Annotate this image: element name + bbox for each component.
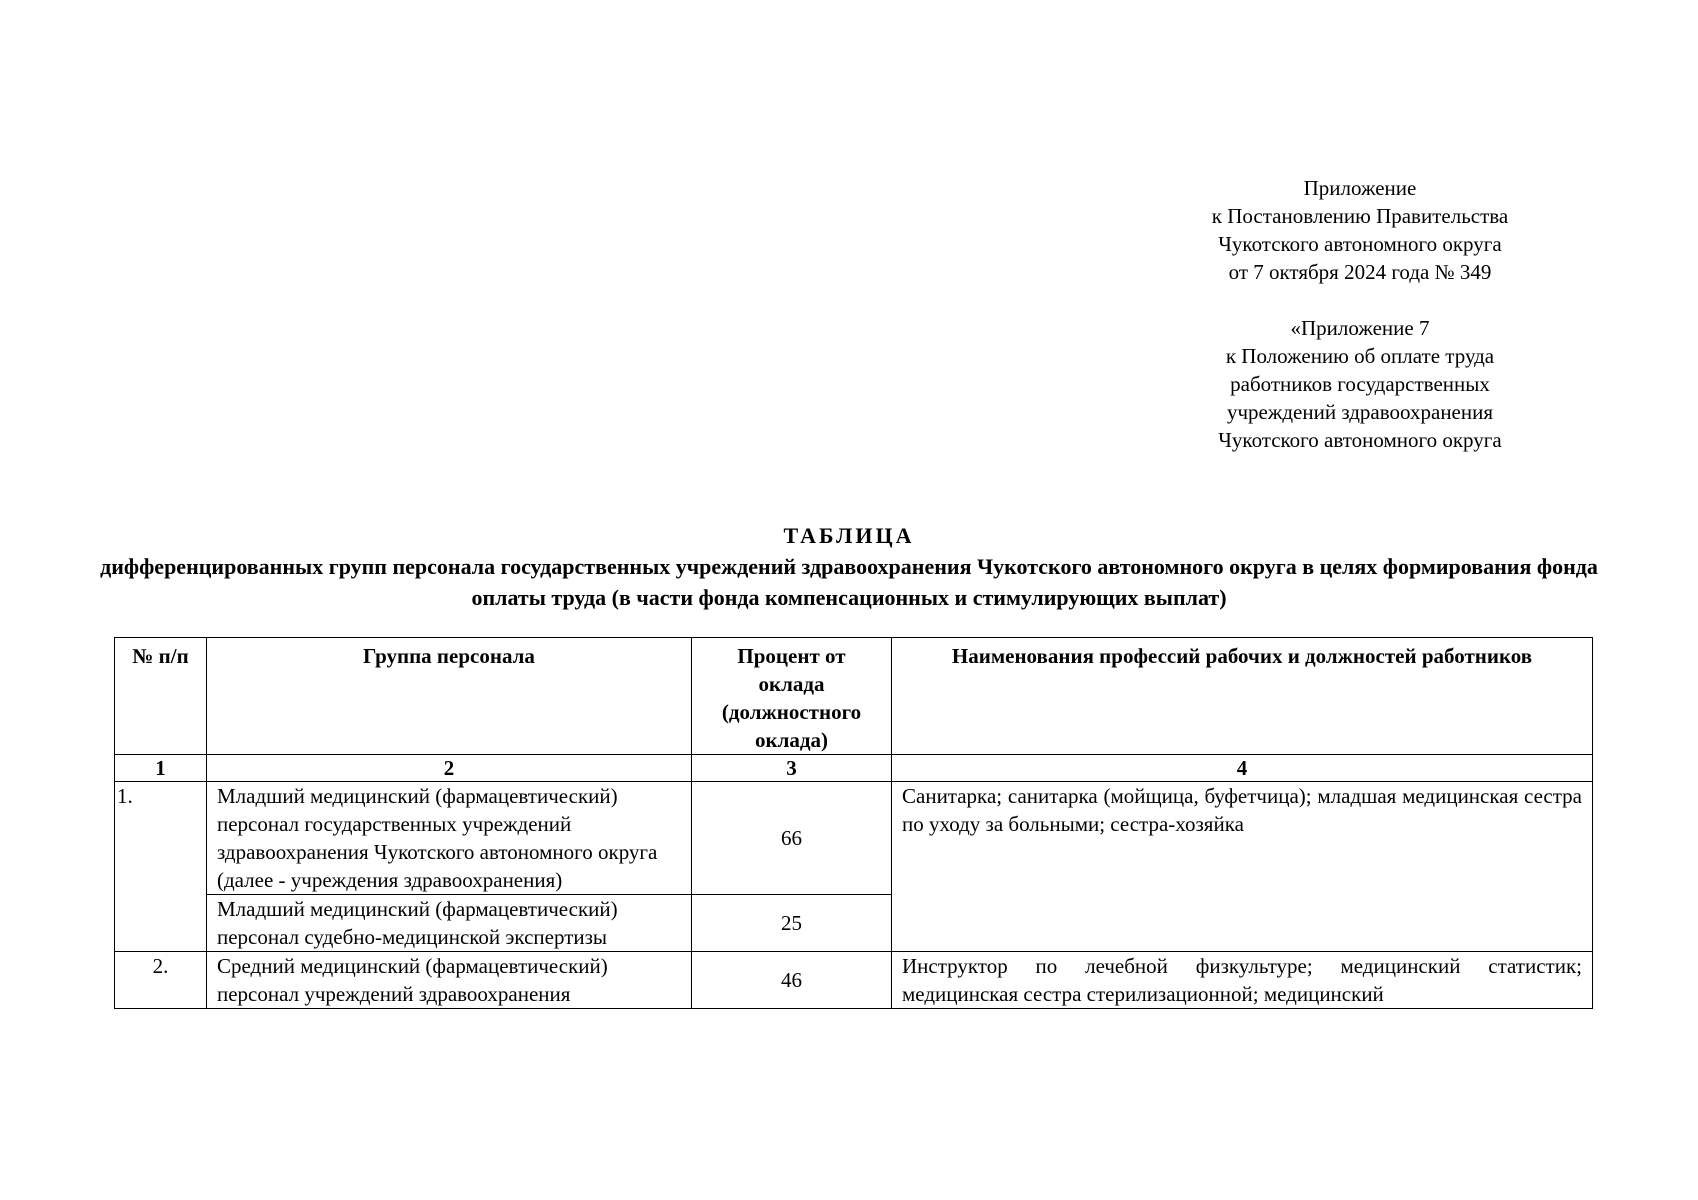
group-cell: Младший медицинский (фармацевтический) персонал судебно-медицинской экспертизы bbox=[207, 895, 692, 952]
appendix-spacer bbox=[1150, 286, 1570, 314]
inner-appendix-line: учреждений здравоохранения bbox=[1226, 400, 1494, 424]
inner-appendix-line: Чукотского автономного округа bbox=[1218, 428, 1502, 452]
appendix-line: Чукотского автономного округа bbox=[1218, 232, 1502, 256]
percent-cell: 46 bbox=[692, 952, 892, 1009]
column-number: 1 bbox=[115, 755, 207, 782]
row-number: 2. bbox=[115, 952, 207, 1009]
table-row bbox=[115, 952, 1593, 1009]
header-positions: Наименования профессий рабочих и должностей работников bbox=[892, 638, 1593, 755]
header-num: № п/п bbox=[115, 638, 207, 755]
appendix-line: Приложение bbox=[1303, 176, 1417, 200]
inner-appendix-line: «Приложение 7 bbox=[1290, 316, 1430, 340]
column-number: 2 bbox=[207, 755, 692, 782]
group-cell: Средний медицинский (фармацевтический) персонал учреждений здравоохранения bbox=[207, 952, 692, 1009]
group-cell: Младший медицинский (фармацевтический) персонал государственных учреждений здравоохранения Чукотского автономного округа (далее - учреждения здравоохранения) bbox=[207, 782, 692, 895]
staff-groups-table bbox=[114, 637, 1593, 1009]
header-percent: Процент от оклада (должностного оклада) bbox=[692, 638, 892, 755]
table-header-row bbox=[115, 638, 1593, 755]
positions-cell: Инструктор по лечебной физкультуре; медицинский статистик; медицинская сестра стерилизационной; медицинский bbox=[892, 952, 1593, 1009]
inner-appendix-line: работников государственных bbox=[1230, 372, 1490, 396]
title-main: ТАБЛИЦА bbox=[783, 523, 915, 548]
title-subtitle: дифференцированных групп персонала государственных учреждений здравоохранения Чукотского автономного округа в целях формирования фонда оплаты труда (в части фонда компенсационных и стимулирующих выплат) bbox=[100, 554, 1598, 610]
inner-appendix-line: к Положению об оплате труда bbox=[1225, 344, 1495, 368]
column-number-row bbox=[115, 755, 1593, 782]
table-row bbox=[115, 782, 1593, 895]
column-number: 3 bbox=[692, 755, 892, 782]
percent-cell: 66 bbox=[692, 782, 892, 895]
document-title bbox=[100, 520, 1598, 613]
percent-cell: 25 bbox=[692, 895, 892, 952]
appendix-line: от 7 октября 2024 года № 349 bbox=[1228, 260, 1492, 284]
row-number: 1. bbox=[115, 782, 207, 952]
appendix-line: к Постановлению Правительства bbox=[1211, 204, 1509, 228]
header-group: Группа персонала bbox=[207, 638, 692, 755]
positions-cell: Санитарка; санитарка (мойщица, буфетчица); младшая медицинская сестра по уходу за больными; сестра-хозяйка bbox=[892, 782, 1593, 952]
appendix-block bbox=[1150, 174, 1570, 454]
column-number: 4 bbox=[892, 755, 1593, 782]
